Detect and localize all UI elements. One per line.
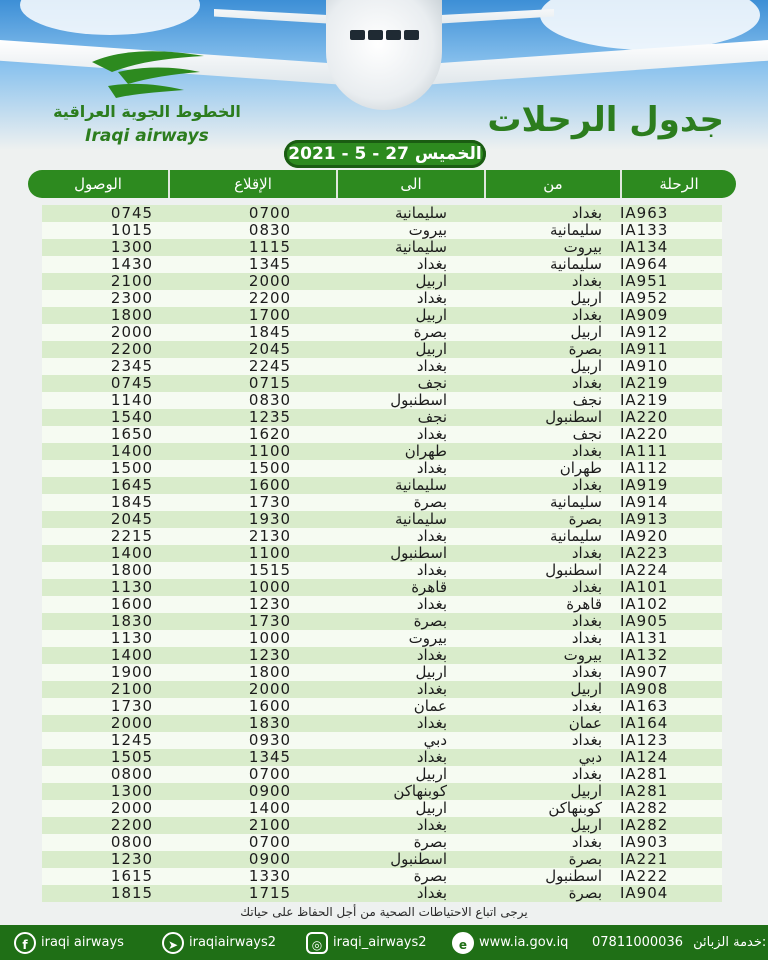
flight-number-cell: IA905 xyxy=(620,612,669,630)
departure-time-cell: 0900 xyxy=(248,850,292,868)
departure-time-cell: 2000 xyxy=(248,272,292,290)
departure-time-cell: 2200 xyxy=(248,289,292,307)
origin-cell: بغداد xyxy=(571,476,602,494)
web-icon: e xyxy=(452,932,474,954)
destination-cell: بغداد xyxy=(416,289,447,307)
departure-time-cell: 1600 xyxy=(248,476,292,494)
arrival-time-cell: 1400 xyxy=(110,442,154,460)
destination-cell: اسطنبول xyxy=(390,391,447,409)
arrival-time-cell: 1430 xyxy=(110,255,154,273)
footer-bar xyxy=(0,925,768,960)
origin-cell: عمان xyxy=(568,714,602,732)
arrival-time-cell: 1130 xyxy=(110,578,154,596)
departure-time-cell: 1330 xyxy=(248,867,292,885)
flight-number-cell: IA912 xyxy=(620,323,669,341)
destination-cell: بيروت xyxy=(408,221,447,239)
column-header-to: الى xyxy=(338,170,486,198)
arrival-time-cell: 1800 xyxy=(110,306,154,324)
table-row xyxy=(42,273,722,290)
destination-cell: بغداد xyxy=(416,255,447,273)
flight-number-cell: IA133 xyxy=(620,221,669,239)
table-row xyxy=(42,256,722,273)
destination-cell: بغداد xyxy=(416,816,447,834)
website-link[interactable] xyxy=(452,925,568,960)
table-row xyxy=(42,834,722,851)
departure-time-cell: 1230 xyxy=(248,646,292,664)
arrival-time-cell: 1505 xyxy=(110,748,154,766)
departure-time-cell: 1730 xyxy=(248,612,292,630)
origin-cell: بغداد xyxy=(571,578,602,596)
destination-cell: اربيل xyxy=(415,663,447,681)
flight-number-cell: IA219 xyxy=(620,374,669,392)
destination-cell: اربيل xyxy=(415,340,447,358)
arrival-time-cell: 1830 xyxy=(110,612,154,630)
departure-time-cell: 1515 xyxy=(248,561,292,579)
departure-time-cell: 1845 xyxy=(248,323,292,341)
arrival-time-cell: 1845 xyxy=(110,493,154,511)
departure-time-cell: 0830 xyxy=(248,391,292,409)
origin-cell: سليمانية xyxy=(549,493,602,511)
origin-cell: بغداد xyxy=(571,612,602,630)
origin-cell: اربيل xyxy=(570,323,602,341)
brand-logo xyxy=(52,42,242,152)
table-row xyxy=(42,341,722,358)
departure-time-cell: 1230 xyxy=(248,595,292,613)
destination-cell: بغداد xyxy=(416,884,447,902)
flight-number-cell: IA282 xyxy=(620,799,669,817)
telegram-handle: iraqiairways2 xyxy=(189,935,277,950)
destination-cell: بغداد xyxy=(416,714,447,732)
origin-cell: اسطنبول xyxy=(545,561,602,579)
table-row xyxy=(42,409,722,426)
flight-number-cell: IA281 xyxy=(620,782,669,800)
origin-cell: سليمانية xyxy=(549,221,602,239)
table-row xyxy=(42,358,722,375)
table-row xyxy=(42,239,722,256)
table-row xyxy=(42,494,722,511)
arrival-time-cell: 1300 xyxy=(110,782,154,800)
table-row xyxy=(42,800,722,817)
table-row xyxy=(42,885,722,902)
table-row xyxy=(42,222,722,239)
flight-number-cell: IA223 xyxy=(620,544,669,562)
destination-cell: كوبنهاكن xyxy=(393,782,447,800)
table-row xyxy=(42,766,722,783)
departure-time-cell: 1600 xyxy=(248,697,292,715)
arrival-time-cell: 2300 xyxy=(110,289,154,307)
column-header-arrival: الوصول xyxy=(28,170,170,198)
origin-cell: سليمانية xyxy=(549,255,602,273)
flight-number-cell: IA952 xyxy=(620,289,669,307)
flight-number-cell: IA101 xyxy=(620,578,669,596)
table-row xyxy=(42,528,722,545)
origin-cell: نجف xyxy=(572,425,602,443)
destination-cell: بغداد xyxy=(416,595,447,613)
origin-cell: بغداد xyxy=(571,731,602,749)
origin-cell: كوبنهاكن xyxy=(548,799,602,817)
destination-cell: اربيل xyxy=(415,306,447,324)
flight-number-cell: IA919 xyxy=(620,476,669,494)
departure-time-cell: 1500 xyxy=(248,459,292,477)
flight-number-cell: IA222 xyxy=(620,867,669,885)
departure-time-cell: 1345 xyxy=(248,748,292,766)
origin-cell: اربيل xyxy=(570,816,602,834)
arrival-time-cell: 1015 xyxy=(110,221,154,239)
destination-cell: اربيل xyxy=(415,272,447,290)
table-row xyxy=(42,664,722,681)
table-row xyxy=(42,783,722,800)
arrival-time-cell: 1800 xyxy=(110,561,154,579)
origin-cell: بغداد xyxy=(571,374,602,392)
table-row xyxy=(42,443,722,460)
origin-cell: طهران xyxy=(559,459,602,477)
destination-cell: طهران xyxy=(404,442,447,460)
arrival-time-cell: 2345 xyxy=(110,357,154,375)
origin-cell: بصرة xyxy=(568,884,602,902)
origin-cell: بغداد xyxy=(571,697,602,715)
table-row xyxy=(42,749,722,766)
table-row xyxy=(42,460,722,477)
arrival-time-cell: 0745 xyxy=(110,204,154,222)
table-row xyxy=(42,324,722,341)
origin-cell: نجف xyxy=(572,391,602,409)
airplane-nose xyxy=(326,0,442,110)
customer-service xyxy=(592,925,766,960)
flight-number-cell: IA221 xyxy=(620,850,669,868)
facebook-handle: iraqi airways xyxy=(41,935,124,950)
destination-cell: بصرة xyxy=(413,833,447,851)
table-row xyxy=(42,817,722,834)
departure-time-cell: 1100 xyxy=(248,544,292,562)
arrival-time-cell: 0745 xyxy=(110,374,154,392)
flight-number-cell: IA123 xyxy=(620,731,669,749)
flight-number-cell: IA163 xyxy=(620,697,669,715)
flight-number-cell: IA102 xyxy=(620,595,669,613)
table-row xyxy=(42,392,722,409)
table-row xyxy=(42,511,722,528)
table-row xyxy=(42,562,722,579)
destination-cell: قاهرة xyxy=(411,578,447,596)
origin-cell: بيروت xyxy=(563,238,602,256)
destination-cell: بغداد xyxy=(416,459,447,477)
destination-cell: نجف xyxy=(417,408,447,426)
origin-cell: بغداد xyxy=(571,629,602,647)
arrival-time-cell: 2215 xyxy=(110,527,154,545)
brand-name-english: Iraqi airways xyxy=(85,126,209,146)
iraqi-airways-bird-icon xyxy=(88,42,208,100)
airplane-cockpit-windows xyxy=(346,30,422,44)
destination-cell: دبي xyxy=(423,731,447,749)
destination-cell: بغداد xyxy=(416,425,447,443)
arrival-time-cell: 1300 xyxy=(110,238,154,256)
flight-number-cell: IA920 xyxy=(620,527,669,545)
website-url: www.ia.gov.iq xyxy=(479,935,569,950)
departure-time-cell: 1830 xyxy=(248,714,292,732)
departure-time-cell: 0900 xyxy=(248,782,292,800)
column-header-flight: الرحلة xyxy=(659,175,699,193)
column-header-departure: الإقلاع xyxy=(170,170,338,198)
destination-cell: بيروت xyxy=(408,629,447,647)
origin-cell: سليمانية xyxy=(549,527,602,545)
arrival-time-cell: 1400 xyxy=(110,646,154,664)
destination-cell: بغداد xyxy=(416,527,447,545)
flight-number-cell: IA903 xyxy=(620,833,669,851)
table-row xyxy=(42,715,722,732)
table-row xyxy=(42,579,722,596)
departure-time-cell: 1730 xyxy=(248,493,292,511)
table-header xyxy=(28,170,736,198)
arrival-time-cell: 1540 xyxy=(110,408,154,426)
arrival-time-cell: 1815 xyxy=(110,884,154,902)
destination-cell: نجف xyxy=(417,374,447,392)
telegram-link[interactable] xyxy=(162,925,276,960)
destination-cell: سليمانية xyxy=(394,238,447,256)
origin-cell: اربيل xyxy=(570,680,602,698)
instagram-link[interactable] xyxy=(306,925,427,960)
destination-cell: عمان xyxy=(413,697,447,715)
origin-cell: بغداد xyxy=(571,442,602,460)
destination-cell: بغداد xyxy=(416,561,447,579)
table-row xyxy=(42,868,722,885)
flight-number-cell: IA131 xyxy=(620,629,669,647)
flight-number-cell: IA904 xyxy=(620,884,669,902)
destination-cell: بصرة xyxy=(413,323,447,341)
origin-cell: اسطنبول xyxy=(545,867,602,885)
table-row xyxy=(42,375,722,392)
departure-time-cell: 1620 xyxy=(248,425,292,443)
destination-cell: اربيل xyxy=(415,799,447,817)
arrival-time-cell: 1400 xyxy=(110,544,154,562)
departure-time-cell: 0715 xyxy=(248,374,292,392)
arrival-time-cell: 2000 xyxy=(110,323,154,341)
departure-time-cell: 2000 xyxy=(248,680,292,698)
destination-cell: بغداد xyxy=(416,357,447,375)
flight-number-cell: IA963 xyxy=(620,204,669,222)
origin-cell: بغداد xyxy=(571,544,602,562)
departure-time-cell: 1345 xyxy=(248,255,292,273)
arrival-time-cell: 2000 xyxy=(110,799,154,817)
departure-time-cell: 1700 xyxy=(248,306,292,324)
arrival-time-cell: 1600 xyxy=(110,595,154,613)
table-row xyxy=(42,596,722,613)
table-row xyxy=(42,545,722,562)
flight-number-cell: IA132 xyxy=(620,646,669,664)
departure-time-cell: 2130 xyxy=(248,527,292,545)
arrival-time-cell: 0800 xyxy=(110,833,154,851)
origin-cell: بغداد xyxy=(571,272,602,290)
destination-cell: بصرة xyxy=(413,493,447,511)
departure-time-cell: 2045 xyxy=(248,340,292,358)
table-row xyxy=(42,307,722,324)
instagram-handle: iraqi_airways2 xyxy=(333,935,427,950)
flight-number-cell: IA224 xyxy=(620,561,669,579)
flight-number-cell: IA111 xyxy=(620,442,669,460)
destination-cell: بصرة xyxy=(413,612,447,630)
flight-number-cell: IA914 xyxy=(620,493,669,511)
flight-number-cell: IA220 xyxy=(620,425,669,443)
arrival-time-cell: 1615 xyxy=(110,867,154,885)
table-row xyxy=(42,681,722,698)
arrival-time-cell: 1130 xyxy=(110,629,154,647)
departure-time-cell: 1930 xyxy=(248,510,292,528)
origin-cell: اربيل xyxy=(570,357,602,375)
schedule-date: الخميس 27 - 5 - 2021 xyxy=(284,140,486,168)
departure-time-cell: 1115 xyxy=(248,238,292,256)
destination-cell: سليمانية xyxy=(394,204,447,222)
flight-number-cell: IA911 xyxy=(620,340,669,358)
flight-number-cell: IA913 xyxy=(620,510,669,528)
origin-cell: بيروت xyxy=(563,646,602,664)
flight-number-cell: IA219 xyxy=(620,391,669,409)
departure-time-cell: 0700 xyxy=(248,204,292,222)
table-row xyxy=(42,732,722,749)
destination-cell: بغداد xyxy=(416,680,447,698)
destination-cell: بصرة xyxy=(413,867,447,885)
arrival-time-cell: 0800 xyxy=(110,765,154,783)
arrival-time-cell: 1140 xyxy=(110,391,154,409)
destination-cell: بغداد xyxy=(416,646,447,664)
origin-cell: بغداد xyxy=(571,306,602,324)
departure-time-cell: 1100 xyxy=(248,442,292,460)
flight-number-cell: IA282 xyxy=(620,816,669,834)
table-row xyxy=(42,426,722,443)
arrival-time-cell: 2100 xyxy=(110,680,154,698)
table-row xyxy=(42,698,722,715)
brand-name-arabic: الخطوط الجوية العراقية xyxy=(53,102,241,121)
arrival-time-cell: 2100 xyxy=(110,272,154,290)
origin-cell: دبي xyxy=(578,748,602,766)
origin-cell: اسطنبول xyxy=(545,408,602,426)
origin-cell: بغداد xyxy=(571,663,602,681)
origin-cell: بغداد xyxy=(571,204,602,222)
cloud xyxy=(540,0,760,50)
departure-time-cell: 1000 xyxy=(248,629,292,647)
arrival-time-cell: 1900 xyxy=(110,663,154,681)
origin-cell: اربيل xyxy=(570,782,602,800)
table-row xyxy=(42,630,722,647)
departure-time-cell: 1715 xyxy=(248,884,292,902)
arrival-time-cell: 1245 xyxy=(110,731,154,749)
health-notice: يرجى اتباع الاحتياطات الصحية من أجل الحفاظ على حياتك xyxy=(240,905,528,919)
column-header-from: من xyxy=(486,170,622,198)
destination-cell: اسطنبول xyxy=(390,544,447,562)
flight-number-cell: IA907 xyxy=(620,663,669,681)
flight-number-cell: IA281 xyxy=(620,765,669,783)
table-row xyxy=(42,613,722,630)
flight-number-cell: IA909 xyxy=(620,306,669,324)
departure-time-cell: 2245 xyxy=(248,357,292,375)
arrival-time-cell: 1730 xyxy=(110,697,154,715)
origin-cell: بصرة xyxy=(568,340,602,358)
origin-cell: بصرة xyxy=(568,510,602,528)
origin-cell: قاهرة xyxy=(566,595,602,613)
flight-table xyxy=(42,205,722,902)
flight-number-cell: IA134 xyxy=(620,238,669,256)
page-title: جدول الرحلات xyxy=(487,100,724,140)
arrival-time-cell: 2200 xyxy=(110,816,154,834)
flight-number-cell: IA908 xyxy=(620,680,669,698)
flight-number-cell: IA951 xyxy=(620,272,669,290)
service-phone: 07811000036 xyxy=(592,935,683,950)
table-row xyxy=(42,647,722,664)
table-row xyxy=(42,477,722,494)
destination-cell: سليمانية xyxy=(394,476,447,494)
flight-number-cell: IA124 xyxy=(620,748,669,766)
arrival-time-cell: 2000 xyxy=(110,714,154,732)
facebook-link[interactable] xyxy=(14,925,124,960)
departure-time-cell: 0830 xyxy=(248,221,292,239)
origin-cell: بغداد xyxy=(571,765,602,783)
departure-time-cell: 2100 xyxy=(248,816,292,834)
flight-number-cell: IA910 xyxy=(620,357,669,375)
airplane-wing-right xyxy=(408,40,768,86)
departure-time-cell: 0700 xyxy=(248,833,292,851)
arrival-time-cell: 1645 xyxy=(110,476,154,494)
origin-cell: بصرة xyxy=(568,850,602,868)
destination-cell: سليمانية xyxy=(394,510,447,528)
flight-number-cell: IA220 xyxy=(620,408,669,426)
cloud xyxy=(20,0,200,35)
departure-time-cell: 0700 xyxy=(248,765,292,783)
facebook-icon: f xyxy=(14,932,36,954)
departure-time-cell: 1800 xyxy=(248,663,292,681)
destination-cell: اربيل xyxy=(415,765,447,783)
departure-time-cell: 1235 xyxy=(248,408,292,426)
departure-time-cell: 1000 xyxy=(248,578,292,596)
departure-time-cell: 1400 xyxy=(248,799,292,817)
table-row xyxy=(42,851,722,868)
arrival-time-cell: 2200 xyxy=(110,340,154,358)
arrival-time-cell: 1500 xyxy=(110,459,154,477)
destination-cell: بغداد xyxy=(416,748,447,766)
flight-number-cell: IA112 xyxy=(620,459,669,477)
flight-number-cell: IA964 xyxy=(620,255,669,273)
instagram-icon: ◎ xyxy=(306,932,328,954)
departure-time-cell: 0930 xyxy=(248,731,292,749)
arrival-time-cell: 2045 xyxy=(110,510,154,528)
origin-cell: اربيل xyxy=(570,289,602,307)
table-row xyxy=(42,205,722,222)
telegram-icon: ➤ xyxy=(162,932,184,954)
arrival-time-cell: 1230 xyxy=(110,850,154,868)
table-row xyxy=(42,290,722,307)
service-label: خدمة الزبائن: xyxy=(693,935,767,950)
flight-number-cell: IA164 xyxy=(620,714,669,732)
origin-cell: بغداد xyxy=(571,833,602,851)
destination-cell: اسطنبول xyxy=(390,850,447,868)
arrival-time-cell: 1650 xyxy=(110,425,154,443)
